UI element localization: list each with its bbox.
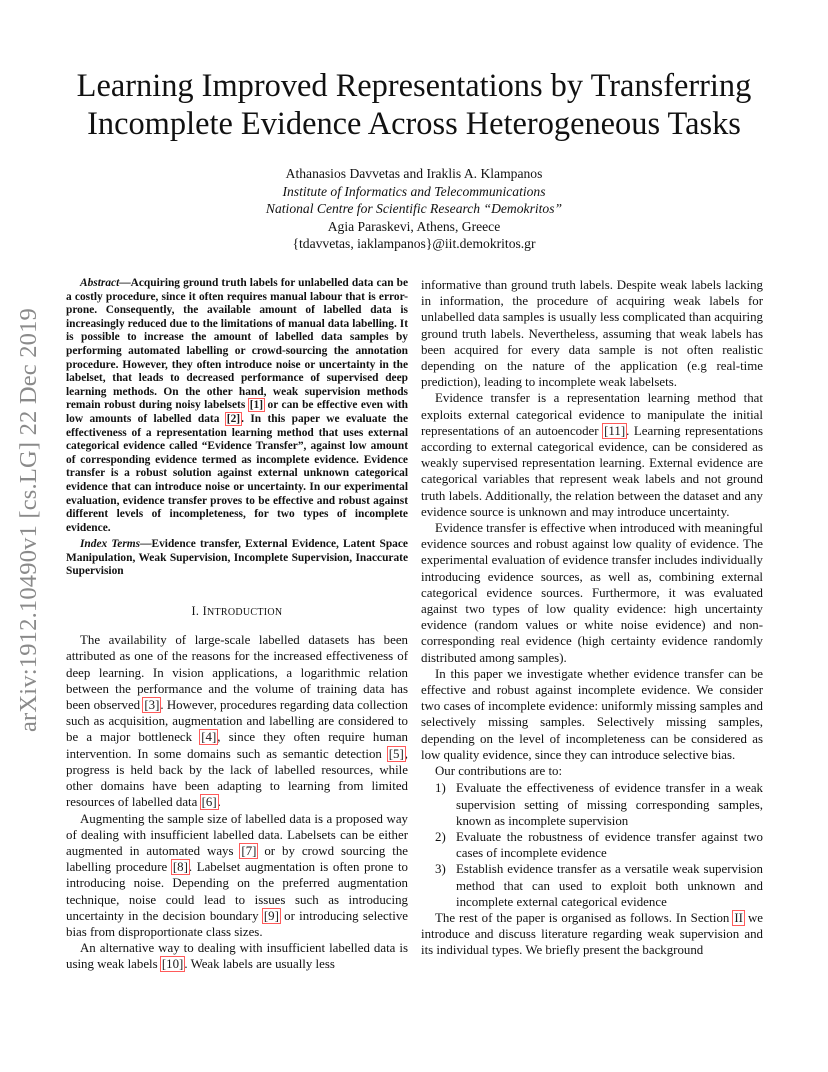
- citation-link-3[interactable]: [3]: [144, 698, 160, 713]
- abstract: [66, 277, 408, 535]
- abstract-text-3: . In this paper we evaluate the effectiveness of a representation learning method that uses external categorical evidence called “Evidence Transfer”, against low amount of corresponding evidence termed as incomplete evidence. Evidence transfer is a robust solution against external unknown categorical evidence that can introduce noise or uncertainty. In our experimental evaluation, evidence transfer proves to be effective and robust against different levels of incompleteness, for two types of incomplete evidence.: [66, 412, 409, 534]
- citation-link-10[interactable]: [10]: [161, 957, 184, 972]
- index-terms: [66, 538, 408, 579]
- section-heading-introduction: [66, 603, 408, 621]
- intro-p2-text-b: or by crowd sourcing the labelling procedure: [66, 843, 408, 875]
- citation-link-8[interactable]: [8]: [172, 860, 188, 875]
- section-link-II[interactable]: II: [734, 910, 743, 925]
- intro-p2-text-a: Augmenting the sample size of labelled data is a proposed way of dealing with insufficient labelled data. Labelsets can be either augmented in automated ways: [66, 811, 408, 858]
- section-title-rest: NTRODUCTION: [206, 607, 283, 619]
- citation-link-7[interactable]: [7]: [241, 843, 257, 858]
- paper-title: [40, 67, 788, 143]
- right-column: [421, 277, 763, 959]
- author-names: Athanasios Davvetas and Iraklis A. Klampanos: [285, 166, 543, 181]
- right-paragraph-1: informative than ground truth labels. Despite weak labels lacking in information, the procedure of acquiring weak labels for unlabelled data samples is usually less complicated than acquiring ground truth labels. Nevertheless, assuming that weak labels has been acquired for every data sample is not often realistic depending on the nature of the application (e.g real-time prediction), leading to incomplete weak labelsets.: [421, 278, 763, 390]
- list-item: [421, 861, 763, 910]
- intro-p1-text-b: . However, procedures regarding data collection such as acquisition, augmentation and labelling are considered to be a major bottleneck: [66, 698, 409, 745]
- right-p2-text-a: Evidence transfer is a representation learning method that exploits external categorical evidence to manipulate the initial representations of an autoencoder: [421, 391, 763, 438]
- citation-link-11[interactable]: [11]: [604, 423, 626, 438]
- abstract-lead: Abstract: [80, 277, 120, 289]
- right-paragraph-2: [421, 390, 763, 520]
- list-item: [421, 829, 763, 861]
- intro-p1-text-a: The availability of large-scale labelled datasets has been attributed as one of the reasons for the increased effectiveness of deep learning. In vision applications, a logarithmic relation between the performance and the volume of training data has been observed: [66, 633, 408, 713]
- title-line-2: Incomplete Evidence Across Heterogeneous Tasks: [87, 106, 741, 142]
- list-item-number: 2): [435, 829, 446, 844]
- intro-p1-text-c: , since they often require human intervention. In some domains such as semantic detection: [66, 730, 408, 761]
- right-p6-text-a: The rest of the paper is organised as follows. In Section: [435, 910, 734, 925]
- left-column: [66, 277, 408, 973]
- abstract-text-1: —Acquiring ground truth labels for unlabelled data can be a costly procedure, since it often requires manual labour that is error-prone. Consequently, the available amount of labelled data is increasingly reduced due to the limitations of manual data labelling. It is possible to increase the amount of labelled data samples by performing automated labelling or crowd-sourcing the annotation procedure. However, they often introduce noise or uncertainty in the labelset, that leads to decreased performance of supervised deep learning methods. On the other hand, weak supervision methods remain robust during noisy labelsets: [66, 277, 408, 412]
- list-item-number: 1): [435, 781, 446, 796]
- intro-paragraph-2: [66, 811, 408, 941]
- right-paragraph-6: [421, 910, 763, 959]
- affiliation-centre: National Centre for Scientific Research “Demokritos”: [265, 201, 563, 216]
- right-p2-text-b: . Learning representations according to external categorical evidence, can be considered as weakly supervised representation learning. External evidence are categorical variables that represent weak labels and not ground truth labels. Additionally, the relation between the dataset and any evidence source is unknown and may introduce uncertainty.: [421, 423, 764, 519]
- intro-p2-text-c: . Labelset augmentation is often prone to introducing noise. Depending on the preferred augmentation technique, noise could lead to issues such as introducing uncertainty in the decision boundary: [66, 860, 408, 923]
- index-terms-lead: Index Terms: [80, 538, 141, 551]
- affiliation-institute: Institute of Informatics and Telecommunications: [282, 183, 546, 199]
- citation-link-4[interactable]: [4]: [201, 730, 217, 745]
- intro-p3-text-a: An alternative way to dealing with insufficient labelled data is using weak labels: [66, 941, 408, 972]
- citation-link-1[interactable]: [1]: [249, 399, 264, 412]
- citation-link-2[interactable]: [2]: [226, 412, 241, 425]
- contributions-intro: Our contributions are to:: [435, 764, 563, 779]
- author-address: Agia Paraskevi, Athens, Greece: [327, 218, 501, 234]
- section-numeral: I. I: [191, 604, 207, 619]
- list-item: [421, 780, 763, 829]
- citation-link-9[interactable]: [9]: [263, 908, 279, 923]
- author-block: [100, 165, 728, 253]
- intro-p2-text-d: or introducing selective bias from disproportionate class sizes.: [66, 908, 408, 939]
- intro-p1-text-d: , progress is held back by the lack of labelled resources, while other domains have been adapting to learning from limited resources of labelled data: [66, 746, 408, 810]
- list-item-text: Establish evidence transfer as a versatile weak supervision method that can used to exploit both unknown and incomplete external categorical evidence: [456, 862, 763, 909]
- right-paragraph-3: Evidence transfer is effective when introduced with meaningful evidence sources and robust against low quality of evidence. The experimental evaluation of evidence transfer includes individually introducing evidence sources, as well as, combining external categorical evidence sources. Furthermore, it was evaluated against two types of low quality evidence: high uncertainty evidence (random values or white noise evidence) and non-corresponding real evidence (high certainty evidence randomly distributed among samples).: [421, 521, 763, 665]
- intro-p3-text-b: . Weak labels are usually less: [184, 957, 335, 972]
- contributions-list: [421, 780, 763, 910]
- right-paragraph-4: In this paper we investigate whether evidence transfer can be effective and robust against incomplete evidence. We consider two cases of incomplete evidence: uniformly missing samples and selectively missing samples. Selectively missing samples, depending on the level of incompleteness can be considered as low quality evidence, since they can introduce selective bias.: [421, 666, 763, 762]
- citation-link-6[interactable]: [6]: [201, 795, 217, 810]
- list-item-text: Evaluate the robustness of evidence transfer against two cases of incomplete evidence: [456, 829, 763, 861]
- abstract-text-2: or can be effective even with low amounts of labelled data: [66, 399, 408, 425]
- citation-link-5[interactable]: [5]: [388, 746, 404, 761]
- list-item-text: Evaluate the effectiveness of evidence transfer in a weak supervision setting of missing corresponding samples, known as incomplete supervision: [456, 781, 763, 828]
- arxiv-sidebar-stamp: [12, 280, 46, 760]
- intro-p1-text-e: .: [217, 795, 221, 810]
- intro-paragraph-3: [66, 940, 408, 972]
- list-item-number: 3): [435, 862, 446, 877]
- right-p6-text-b: we introduce and discuss literature regarding weak supervision and its individual types. We briefly present the background: [421, 910, 763, 958]
- intro-paragraph-1: [66, 632, 408, 810]
- arxiv-identifier: arXiv:1912.10490v1 [cs.LG] 22 Dec 2019: [15, 307, 42, 733]
- title-line-1: Learning Improved Representations by Transferring: [76, 68, 752, 104]
- author-email: {tdavvetas, iaklampanos}@iit.demokritos.gr: [292, 236, 536, 251]
- index-terms-text: —Evidence transfer, External Evidence, Latent Space Manipulation, Weak Supervision, Incomplete Supervision, Inaccurate Supervision: [66, 538, 408, 578]
